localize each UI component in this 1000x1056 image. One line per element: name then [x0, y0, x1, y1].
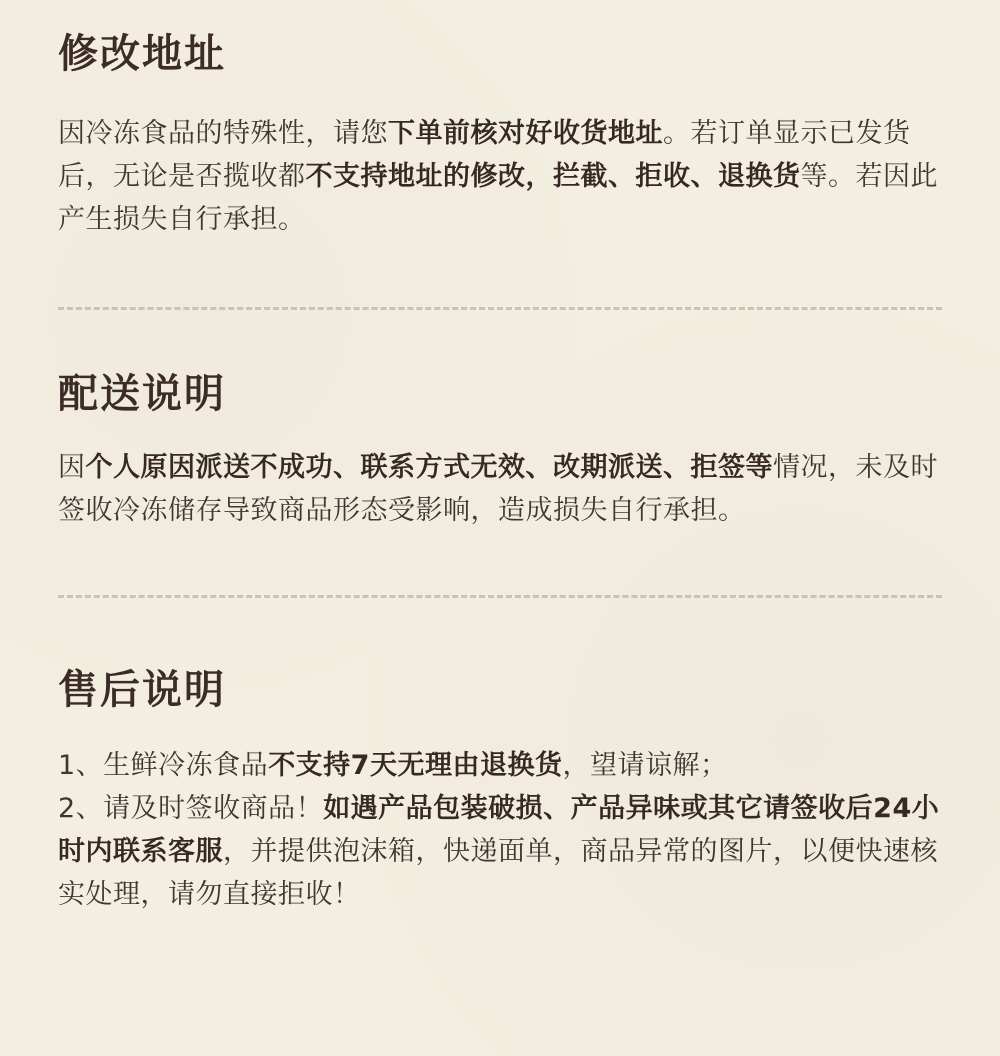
- section-body: [58, 112, 942, 241]
- section-divider: [58, 595, 942, 598]
- section-divider: [58, 307, 942, 310]
- text-run-bold: 不支持地址的修改，拦截、拒收、退换货: [305, 161, 801, 192]
- paragraph: [58, 446, 942, 532]
- text-run-bold: 个人原因派送不成功、联系方式无效、改期派送、拒签等: [85, 452, 773, 483]
- section-change-address: [58, 30, 942, 241]
- section-body: [58, 446, 942, 532]
- text-run: 因冷冻食品的特殊性，请您: [58, 118, 388, 149]
- section-title: 售后说明: [58, 667, 226, 713]
- text-run: 1、生鲜冷冻食品: [58, 750, 269, 781]
- paragraph: [58, 112, 942, 241]
- section-delivery: [58, 370, 942, 532]
- text-run: 因: [58, 452, 86, 483]
- text-run-bold: 如遇产品包装破损、产品异味或其它请签收后24小时内联系客服: [58, 793, 940, 867]
- paragraph: [58, 744, 942, 787]
- text-run: 情况，未及时签收冷冻储存导致商品形态受影响，造成损失自行承担。: [58, 452, 938, 526]
- text-run-bold: 不支持7天无理由退换货: [268, 750, 563, 781]
- section-after-sales: [58, 666, 942, 916]
- section-body: [58, 744, 942, 916]
- section-title: 修改地址: [58, 31, 226, 77]
- section-title: 配送说明: [58, 371, 226, 417]
- text-run: 。若订单显示已发货后，无论是否揽收都: [58, 118, 911, 192]
- text-run-bold: 下单前核对好收货地址: [388, 118, 663, 149]
- text-run: 2、请及时签收商品！: [58, 793, 324, 824]
- text-run: ，望请谅解；: [562, 750, 728, 781]
- text-run: 等。若因此产生损失自行承担。: [58, 161, 938, 235]
- paragraph: [58, 787, 942, 916]
- text-run: ，并提供泡沫箱，快递面单，商品异常的图片，以便快速核实处理，请勿直接拒收！: [58, 836, 938, 910]
